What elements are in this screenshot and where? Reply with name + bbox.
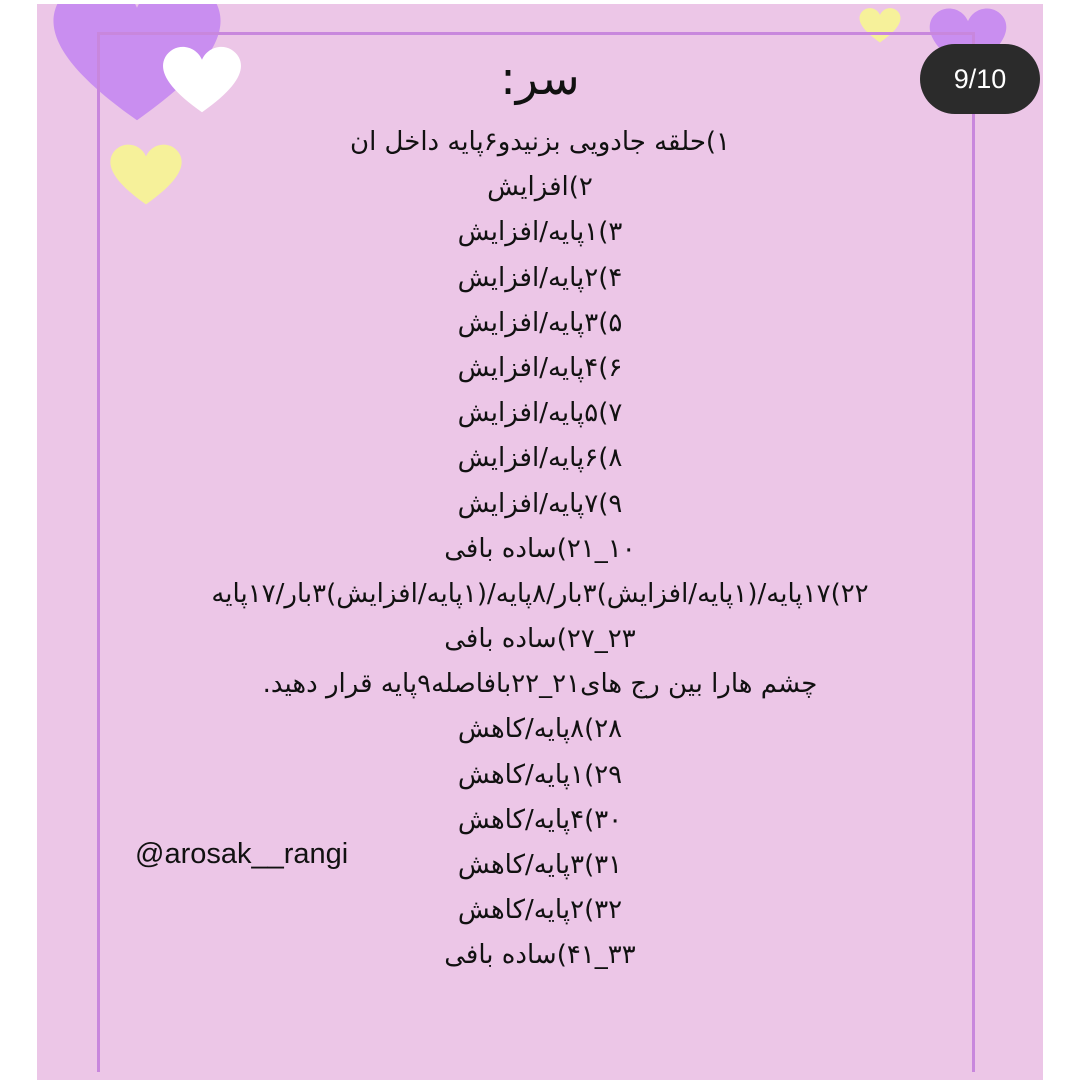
instruction-line: ۳۱)۳پایه/کاهش [457, 850, 623, 880]
instruction-line: ۲۲)۱۷پایه/(۱پایه/افزایش)۳بار/۸پایه/(۱پایه/افزایش)۳بار/۱۷پایه [211, 578, 869, 609]
instruction-line: ۷)۵پایه/افزایش [457, 398, 623, 429]
instruction-line: ۲۳_۲۷)ساده بافی [444, 624, 636, 655]
instruction-line: ۲۸)۸پایه/کاهش [457, 714, 623, 745]
instruction-line: ۱۰_۲۱)ساده بافی [444, 533, 636, 564]
instruction-line: ۳۳_۴۱)ساده بافی [444, 940, 636, 971]
instruction-line: ۱)حلقه جادویی بزنیدو۶پایه داخل ان [349, 127, 731, 157]
instruction-line: ۲)افزایش [487, 172, 593, 203]
instruction-line: ۲۹)۱پایه/کاهش [457, 759, 623, 790]
instruction-line: ۵)۳پایه/افزایش [457, 307, 623, 338]
instruction-line: ۹)۷پایه/افزایش [457, 488, 623, 519]
author-handle: @arosak__rangi [135, 838, 349, 870]
instruction-line: ۸)۶پایه/افزایش [457, 443, 623, 474]
instruction-line: ۳۰)۴پایه/کاهش [457, 804, 623, 835]
pattern-title: سر: [500, 51, 580, 105]
instruction-line: ۶)۴پایه/افزایش [457, 352, 623, 383]
page-counter-badge: 9/10 [920, 44, 1040, 114]
instruction-line: ۳۲)۲پایه/کاهش [457, 895, 623, 926]
instruction-line: چشم هارا بین رج های۲۱_۲۲بافاصله۹پایه قرار دهید. [262, 669, 818, 700]
instruction-line: ۴)۲پایه/افزایش [457, 262, 623, 293]
instruction-line: ۳)۱پایه/افزایش [457, 217, 623, 248]
